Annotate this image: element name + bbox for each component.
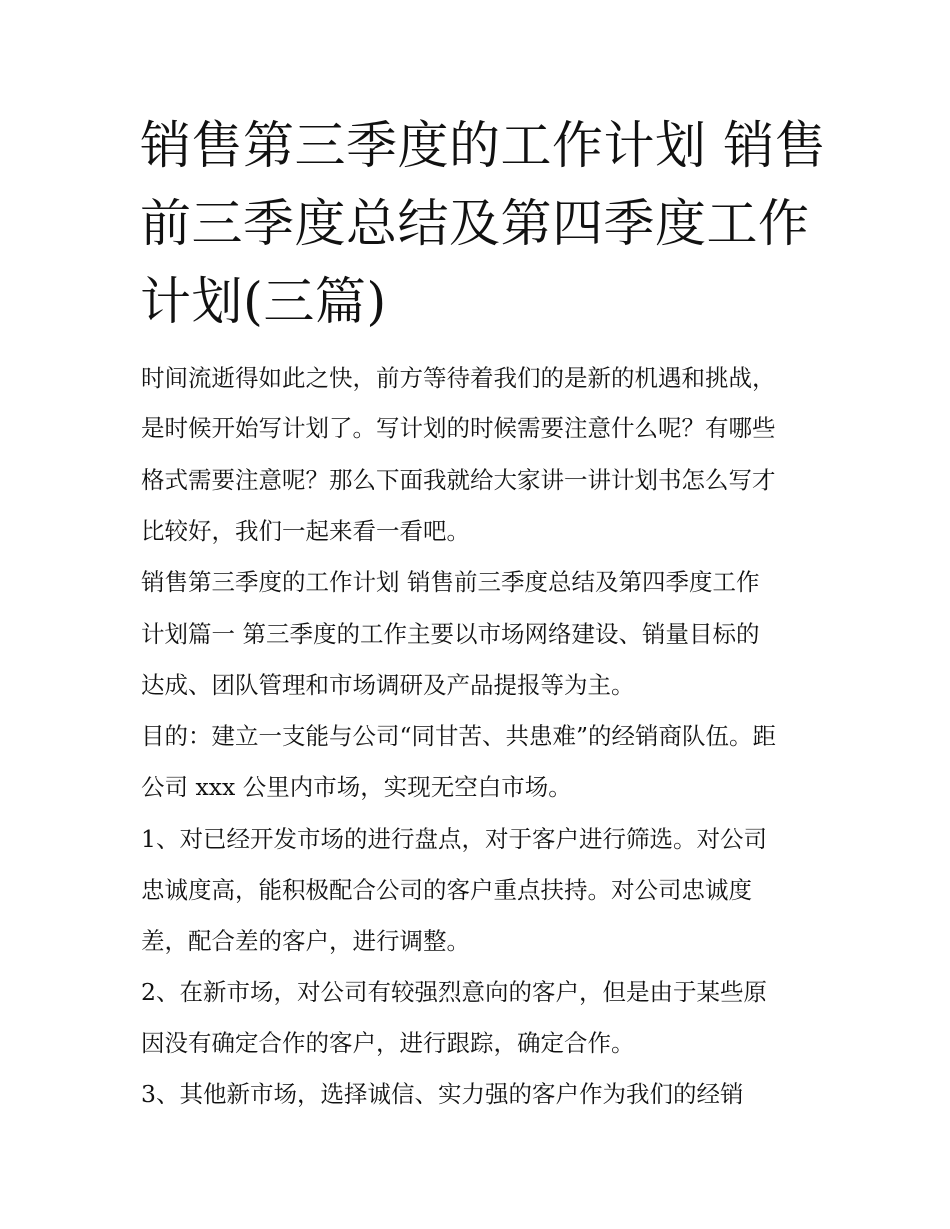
- body-text-line: 2、在新市场，对公司有较强烈意向的客户，但是由于某些原: [141, 978, 767, 1006]
- body-text-line: 差，配合差的客户，进行调整。: [141, 927, 470, 955]
- body-text-line: 达成、团队管理和市场调研及产品提报等为主。: [141, 671, 635, 699]
- title-line: 计划(三篇): [140, 273, 387, 332]
- body-text-line: 1、对已经开发市场的进行盘点，对于客户进行筛选。对公司: [141, 825, 767, 853]
- body-text-line: 公司 xxx 公里内市场，实现无空白市场。: [141, 773, 572, 801]
- body-text-line: 忠诚度高，能积极配合公司的客户重点扶持。对公司忠诚度: [141, 876, 752, 904]
- body-text-line: 销售第三季度的工作计划 销售前三季度总结及第四季度工作: [141, 568, 760, 596]
- body-text-line: 格式需要注意呢？那么下面我就给大家讲一讲计划书怎么写才: [141, 466, 776, 494]
- body-text-line: 3、其他新市场，选择诚信、实力强的客户作为我们的经销: [141, 1080, 744, 1108]
- body-text-line: 是时候开始写计划了。写计划的时候需要注意什么呢？有哪些: [141, 414, 776, 442]
- body-text-line: 计划篇一 第三季度的工作主要以市场网络建设、销量目标的: [141, 620, 760, 648]
- title-line: 销售第三季度的工作计划 销售: [140, 117, 827, 176]
- body-text-line: 目的：建立一支能与公司“同甘苦、共患难”的经销商队伍。距: [141, 722, 777, 750]
- title-line: 前三季度总结及第四季度工作: [140, 195, 810, 254]
- body-text-line: 时间流逝得如此之快，前方等待着我们的是新的机遇和挑战，: [141, 364, 776, 392]
- body-text-line: 比较好，我们一起来看一看吧。: [141, 517, 470, 545]
- body-text-line: 因没有确定合作的客户，进行跟踪，确定合作。: [141, 1029, 635, 1057]
- document-title: [140, 108, 827, 342]
